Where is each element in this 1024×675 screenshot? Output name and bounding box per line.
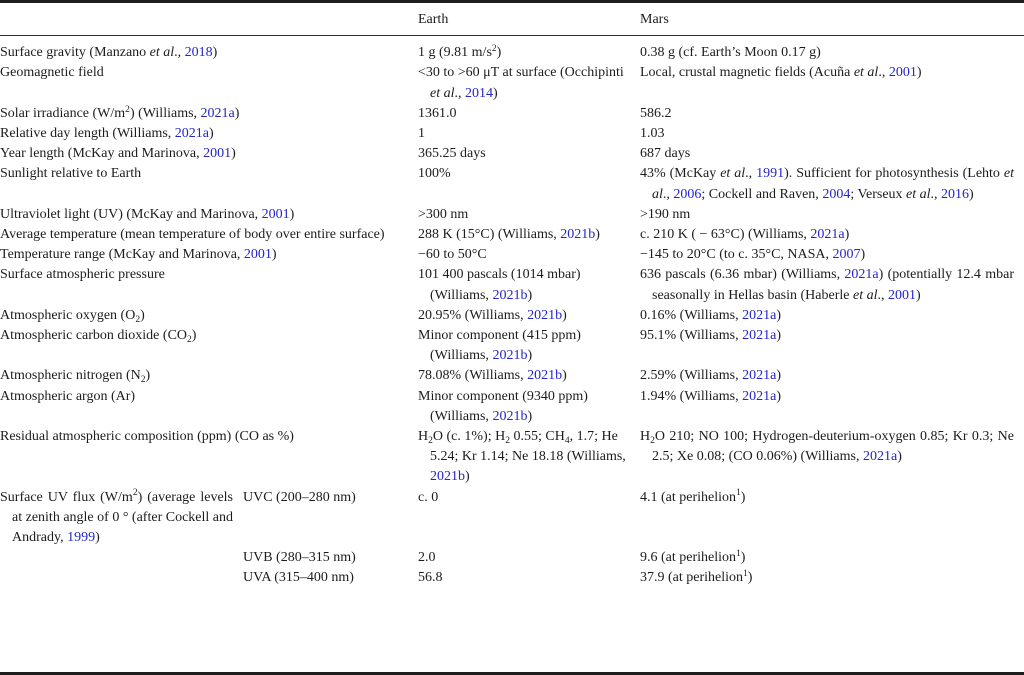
text-segment: Atmospheric oxygen (O	[0, 307, 136, 323]
text-segment: Ultraviolet light (UV) (McKay and Marinova,	[0, 206, 262, 222]
text-segment: 0.16% (Williams,	[640, 307, 743, 323]
citation-link[interactable]: 2021a	[742, 368, 777, 384]
text-segment: 288 K (15°C) (Williams,	[418, 227, 561, 243]
citation-link[interactable]: 2021b	[492, 408, 528, 424]
sub-text: 2	[650, 435, 655, 446]
citation-link[interactable]: 2021a	[810, 227, 845, 243]
text-segment: .,	[174, 45, 185, 61]
text-segment: UVA (315–400 nm)	[243, 570, 354, 586]
property-cell	[0, 488, 243, 549]
sub-text: 2	[187, 334, 192, 345]
mars-cell	[640, 36, 1024, 64]
earth-cell	[418, 245, 640, 265]
text-segment: 56.8	[418, 570, 443, 586]
citation-link[interactable]: 1999	[67, 530, 96, 546]
text-segment: et al	[853, 287, 878, 303]
text-segment: 365.25 days	[418, 146, 486, 162]
text-segment: )	[776, 307, 781, 323]
mars-cell	[640, 427, 1024, 488]
text-segment: O (c. 1%); H	[432, 429, 506, 445]
sub-text: 2	[505, 435, 510, 446]
citation-link[interactable]: 2021b	[560, 227, 596, 243]
earth-cell	[418, 205, 640, 225]
citation-link[interactable]: 1991	[756, 166, 785, 182]
text-segment: 101 400 pascals (1014 mbar) (Williams,	[418, 267, 581, 303]
text-segment: et al	[906, 186, 931, 202]
citation-link[interactable]: 2014	[465, 85, 493, 101]
table-row	[0, 306, 1024, 326]
text-segment: Average temperature (mean temperature of body over entire surface)	[0, 227, 385, 243]
text-segment: )	[969, 186, 974, 202]
citation-link[interactable]: 2021b	[492, 348, 528, 364]
text-segment: Solar irradiance (W/m	[0, 105, 126, 121]
property-cell	[0, 568, 243, 588]
text-segment: .,	[878, 65, 889, 81]
property-cell	[0, 245, 418, 265]
earth-cell	[418, 63, 640, 103]
header-spacer-subcategory	[243, 3, 418, 36]
sup-text: 2	[491, 43, 497, 54]
text-segment: H	[418, 429, 429, 445]
text-segment: )	[844, 227, 850, 243]
text-segment: >190 nm	[640, 206, 691, 222]
sub-cell	[243, 488, 418, 549]
text-segment: >300 nm	[418, 206, 469, 222]
property-cell	[0, 124, 418, 144]
text-segment: Residual atmospheric composition (ppm) (CO as %)	[0, 429, 294, 445]
mars-cell	[640, 548, 1024, 568]
text-segment: )	[527, 408, 533, 424]
text-segment: 687 days	[640, 146, 691, 162]
text-segment: 37.9 (at perihelion	[640, 570, 744, 586]
text-segment: −60 to 50°C	[418, 247, 487, 263]
mars-cell	[640, 104, 1024, 124]
earth-cell	[418, 104, 640, 124]
property-cell	[0, 63, 418, 103]
text-segment: ). Sufficient for photosynthesis (Lehto	[784, 166, 1004, 182]
citation-link[interactable]: 2021a	[742, 388, 777, 404]
text-segment: )	[747, 570, 753, 586]
table-row	[0, 225, 1024, 245]
table-body	[0, 36, 1024, 589]
sub-text: 2	[428, 435, 433, 446]
sup-text: 1	[736, 488, 741, 499]
text-segment: 636 pascals (6.36 mbar) (Williams,	[640, 267, 845, 283]
text-segment: )	[740, 489, 746, 505]
text-segment: )	[860, 247, 866, 263]
text-segment: et al	[149, 45, 175, 61]
text-segment: H	[640, 429, 651, 445]
table-row	[0, 245, 1024, 265]
text-segment: )	[916, 65, 922, 81]
table-row	[0, 104, 1024, 124]
text-segment: 78.08% (Williams,	[418, 368, 528, 384]
property-cell	[0, 144, 418, 164]
sup-text: 2	[132, 488, 138, 499]
citation-link[interactable]: 2021b	[492, 287, 528, 303]
property-cell	[0, 205, 418, 225]
text-segment: )	[776, 368, 781, 384]
property-cell	[0, 306, 418, 326]
earth-cell	[418, 387, 640, 427]
earth-cell	[418, 124, 640, 144]
citation-link[interactable]: 2001	[203, 146, 232, 162]
table-row	[0, 36, 1024, 64]
text-segment: Surface UV flux (W/m	[0, 489, 133, 505]
table-row	[0, 488, 1024, 549]
header-row	[0, 3, 1024, 36]
text-segment: )	[496, 45, 502, 61]
mars-cell	[640, 63, 1024, 103]
text-segment: Surface atmospheric pressure	[0, 267, 165, 283]
table-row	[0, 326, 1024, 366]
text-segment: .,	[745, 166, 757, 182]
text-segment: )	[562, 307, 567, 323]
citation-link[interactable]: 2006	[673, 186, 702, 202]
text-segment: .,	[930, 186, 942, 202]
text-segment: )	[897, 449, 902, 465]
text-segment: et al	[652, 166, 1014, 202]
citation-link[interactable]: 2007	[832, 247, 861, 263]
citation-link[interactable]: 2021a	[862, 449, 898, 465]
text-segment: 100%	[418, 166, 451, 182]
text-segment: )	[209, 126, 214, 142]
text-segment: −145 to 20°C (to c. 35°C, NASA,	[640, 247, 833, 263]
sub-text: 2	[135, 314, 141, 325]
citation-link[interactable]: 2021a	[844, 267, 879, 283]
text-segment: )	[289, 206, 295, 222]
text-segment: 2.0	[418, 550, 436, 566]
text-segment: Temperature range (McKay and Marinova,	[0, 247, 244, 263]
property-cell	[0, 548, 243, 568]
text-segment: UVC (200–280 nm)	[243, 489, 356, 505]
mars-cell	[640, 488, 1024, 549]
table-row	[0, 427, 1024, 488]
text-segment: et al	[720, 166, 746, 182]
sub-cell	[243, 548, 418, 568]
property-cell	[0, 265, 418, 305]
mars-cell	[640, 124, 1024, 144]
earth-cell	[418, 548, 640, 568]
citation-link[interactable]: 2001	[888, 287, 916, 303]
text-segment: ; Cockell and Raven,	[701, 186, 823, 202]
earth-cell	[418, 36, 640, 64]
text-segment: )	[595, 227, 600, 243]
text-segment: Sunlight relative to Earth	[0, 166, 142, 182]
text-segment: Minor component (9340 ppm) (Williams,	[418, 388, 588, 424]
text-segment: ) (average levels at zenith angle of 0 ° (after Cockell and Andrady,	[12, 489, 233, 546]
text-segment: )	[740, 550, 746, 566]
text-segment: , 1.7; He 5.24; Kr 1.14; Ne 18.18 (Williams,	[430, 429, 626, 465]
citation-link[interactable]: 2021b	[430, 469, 465, 485]
citation-link[interactable]: 2018	[184, 45, 213, 61]
text-segment: c. 0	[418, 489, 439, 505]
earth-cell	[418, 326, 640, 366]
text-segment: )	[527, 287, 533, 303]
text-segment: UVB (280–315 nm)	[243, 550, 356, 566]
table-row	[0, 144, 1024, 164]
earth-cell	[418, 366, 640, 386]
table-row	[0, 164, 1024, 204]
earth-cell	[418, 225, 640, 245]
mars-cell	[640, 306, 1024, 326]
table-row	[0, 568, 1024, 588]
text-segment: Relative day length (Williams,	[0, 126, 175, 142]
table-row	[0, 124, 1024, 144]
text-segment: )	[234, 105, 240, 121]
earth-cell	[418, 488, 640, 549]
text-segment: Surface gravity (Manzano	[0, 45, 150, 61]
mars-cell	[640, 387, 1024, 427]
mars-cell	[640, 164, 1024, 204]
property-cell	[0, 326, 418, 366]
sub-text: 4	[564, 435, 570, 446]
citation-link[interactable]: 2021b	[527, 368, 563, 384]
text-segment: 1	[418, 126, 425, 142]
text-segment: 586.2	[640, 105, 672, 121]
citation-link[interactable]: 2021a	[742, 307, 777, 323]
property-cell	[0, 387, 418, 427]
text-segment: ) (Williams,	[129, 105, 201, 121]
citation-link[interactable]: 2004	[822, 186, 851, 202]
text-segment: )	[95, 530, 100, 546]
earth-cell	[418, 568, 640, 588]
citation-link[interactable]: 2021a	[174, 126, 209, 142]
earth-cell	[418, 164, 640, 204]
table-row	[0, 548, 1024, 568]
citation-link[interactable]: 2021a	[742, 328, 777, 344]
property-cell	[0, 225, 418, 245]
text-segment: Atmospheric nitrogen (N	[0, 368, 141, 384]
citation-link[interactable]: 2001	[261, 206, 290, 222]
table-row	[0, 366, 1024, 386]
text-segment: 2.59% (Williams,	[640, 368, 743, 384]
mars-cell	[640, 366, 1024, 386]
text-segment: et al	[430, 85, 455, 101]
property-cell	[0, 104, 418, 124]
column-header-earth: Earth	[418, 3, 640, 36]
text-segment: Year length (McKay and Marinova,	[0, 146, 204, 162]
text-segment: 20.95% (Williams,	[418, 307, 528, 323]
text-segment: .,	[454, 85, 465, 101]
property-cell	[0, 36, 418, 64]
mars-cell	[640, 205, 1024, 225]
text-segment: et al	[853, 65, 879, 81]
table-row	[0, 63, 1024, 103]
mars-cell	[640, 265, 1024, 305]
earth-cell	[418, 306, 640, 326]
sup-text: 1	[736, 549, 741, 560]
text-segment: Atmospheric carbon dioxide (CO	[0, 328, 188, 344]
citation-link[interactable]: 2001	[243, 247, 272, 263]
citation-link[interactable]: 2001	[888, 65, 917, 81]
text-segment: Geomagnetic field	[0, 65, 104, 81]
sub-text: 2	[140, 375, 146, 386]
text-segment: )	[776, 388, 781, 404]
text-segment: 1 g (9.81 m/s	[418, 45, 492, 61]
property-cell	[0, 366, 418, 386]
text-segment: )	[776, 328, 781, 344]
mars-cell	[640, 568, 1024, 588]
text-segment: )	[145, 368, 151, 384]
text-segment: )	[465, 469, 470, 485]
citation-link[interactable]: 2021b	[527, 307, 563, 323]
header-spacer-property	[0, 3, 243, 36]
text-segment: )	[191, 328, 197, 344]
sup-text: 1	[743, 569, 748, 580]
text-segment: .,	[662, 186, 674, 202]
text-segment: 1.94% (Williams,	[640, 388, 743, 404]
earth-cell	[418, 144, 640, 164]
mars-cell	[640, 144, 1024, 164]
mars-cell	[640, 326, 1024, 366]
text-segment: 1361.0	[418, 105, 457, 121]
text-segment: )	[562, 368, 567, 384]
text-segment: )	[916, 287, 921, 303]
sup-text: 2	[125, 104, 130, 115]
text-segment: O 210; NO 100; Hydrogen-deuterium-oxygen 0.85; Kr 0.3; Ne 2.5; Xe 0.08; (CO 0.06%) (Williams,	[652, 429, 1014, 465]
text-segment: Atmospheric argon (Ar)	[0, 388, 136, 404]
table-row	[0, 205, 1024, 225]
text-segment: )	[140, 307, 145, 323]
text-segment: )	[231, 146, 236, 162]
text-segment: 9.6 (at perihelion	[640, 550, 737, 566]
earth-mars-comparison-table	[0, 3, 1024, 589]
property-cell	[0, 164, 418, 204]
text-segment: .,	[877, 287, 888, 303]
text-segment: 0.55; CH	[509, 429, 565, 445]
citation-link[interactable]: 2021a	[200, 105, 235, 121]
column-header-mars: Mars	[640, 3, 1024, 36]
text-segment: Local, crustal magnetic fields (Acuña	[640, 65, 854, 81]
mars-cell	[640, 225, 1024, 245]
text-segment: )	[271, 247, 277, 263]
text-segment: )	[527, 348, 533, 364]
table-row	[0, 265, 1024, 305]
table-row	[0, 387, 1024, 427]
text-segment: c. 210 K ( − 63°C) (Williams,	[640, 227, 811, 243]
text-segment: <30 to >60 μT at surface (Occhipinti	[418, 65, 624, 81]
text-segment: ; Verseux	[850, 186, 907, 202]
text-segment: 95.1% (Williams,	[640, 328, 743, 344]
text-segment: 43% (McKay	[640, 166, 721, 182]
property-cell	[0, 427, 418, 488]
text-segment: )	[212, 45, 218, 61]
text-segment: 1.03	[640, 126, 665, 142]
earth-cell	[418, 427, 640, 488]
text-segment: ) (potentially 12.4 mbar seasonally in Hellas basin (Haberle	[652, 267, 1014, 303]
sub-cell	[243, 568, 418, 588]
text-segment: 4.1 (at perihelion	[640, 489, 737, 505]
earth-cell	[418, 265, 640, 305]
mars-cell	[640, 245, 1024, 265]
text-segment: )	[493, 85, 498, 101]
text-segment: Minor component (415 ppm) (Williams,	[418, 328, 581, 364]
text-segment: 0.38 g (cf. Earth’s Moon 0.17 g)	[640, 45, 821, 61]
citation-link[interactable]: 2016	[941, 186, 970, 202]
